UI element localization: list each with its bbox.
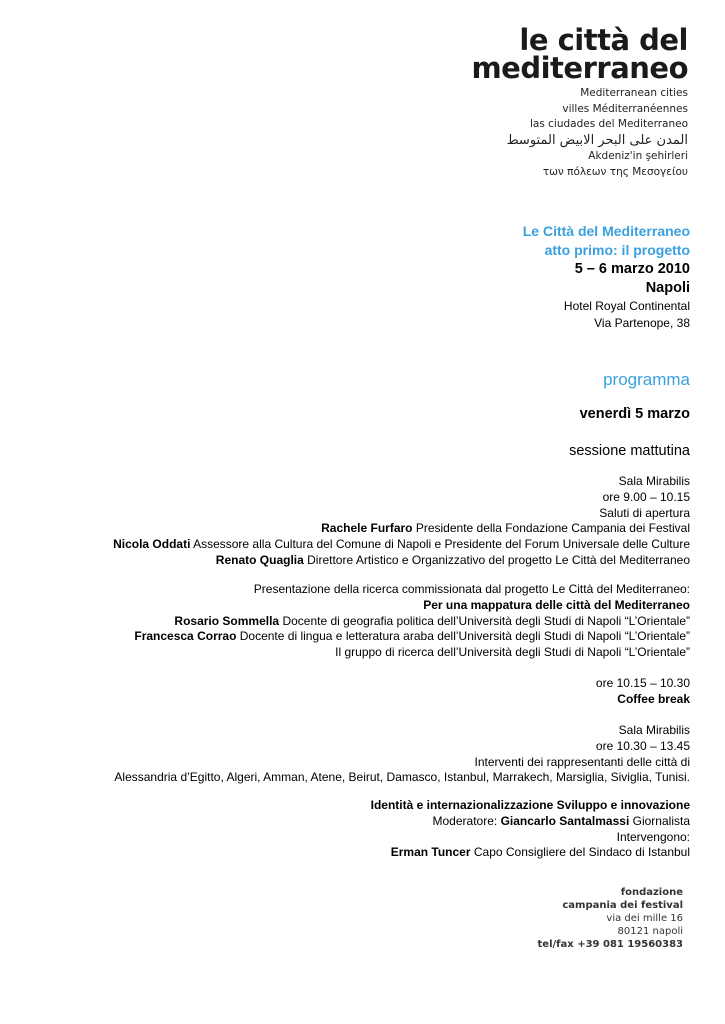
logo [471,23,688,180]
speaker-line [134,629,690,645]
logo-title-line2: mediterraneo [471,51,688,85]
logo-subtitle-ar [471,133,688,150]
speaker-name: Francesca Corrao [134,629,237,644]
event-city: Napoli [645,280,690,296]
event-subtitle: atto primo: il progetto [544,242,690,258]
moderator-role: Giornalista [629,813,690,828]
logo-subtitle-tr: Akdeniz'in şehirleri [588,150,688,162]
schedule-block-research [134,582,690,661]
speaker-role: Docente di lingua e letteratura araba dell’Università degli Studi di Napoli “L’Orientale” [236,629,690,644]
logo-subtitle-gr: των πόλεων της Μεσογείου [542,165,688,178]
room-label: Sala Mirabilis [618,474,690,488]
footer-city: 80121 napoli [617,926,683,937]
speaker-role: Capo Consigliere del Sindaco di Istanbul [470,845,690,860]
session-heading: sessione mattutina [569,443,690,459]
speaker-role: Presidente della Fondazione Campania dei Festival [412,521,690,536]
event-hotel: Hotel Royal Continental [563,299,690,313]
event-dates: 5 – 6 marzo 2010 [574,261,690,277]
moderator-label: Moderatore: [432,813,501,828]
speaker-role: Docente di geografia politica dell’Università degli Studi di Napoli “L’Orientale” [279,613,690,628]
event-address: Via Partenope, 38 [594,316,690,330]
speakers-label: Intervengono: [616,829,690,844]
logo-title-line1: le città del [519,23,688,57]
time-label: ore 10.15 – 10.30 [595,676,690,690]
schedule-block-panel [371,798,690,861]
research-group: Il gruppo di ricerca dell’Università degli Studi di Napoli “L’Orientale” [335,645,690,660]
speaker-line [113,553,690,569]
logo-subtitle-ar-text: المدن على البحر الابيض المتوسط [506,132,688,148]
speaker-line [113,521,690,537]
moderator-name: Giancarlo Santalmassi [500,813,630,828]
room-label: Sala Mirabilis [618,723,690,737]
speaker-name: Erman Tuncer [390,845,471,860]
speaker-name: Rachele Furfaro [321,521,413,536]
event-title: Le Città del Mediterraneo [522,223,690,239]
speaker-role: Direttore Artistico e Organizzativo del progetto Le Città del Mediterraneo [303,552,690,567]
time-label: ore 10.30 – 13.45 [595,738,690,753]
block-title: Saluti di apertura [599,505,690,520]
break-label: Coffee break [617,691,690,706]
time-label: ore 9.00 – 10.15 [602,489,690,504]
day-heading: venerdì 5 marzo [579,406,690,422]
panel-title: Identità e internazionalizzazione Sviluppo e innovazione [370,798,690,812]
footer-street: via dei mille 16 [606,913,683,924]
speaker-line [134,614,690,630]
speaker-line [371,845,690,861]
speaker-name: Nicola Oddati [113,537,191,552]
research-intro: Presentazione della ricerca commissionata dal progetto Le Città del Mediterraneo: [253,582,690,596]
logo-subtitle-es: las ciudades del Mediterraneo [529,118,688,130]
event-header [523,222,690,332]
footer-org: fondazione [620,887,683,898]
logo-subtitle-en: Mediterranean cities [580,87,688,99]
research-title: Per una mappatura delle città del Mediterraneo [423,597,690,612]
cities-list: Alessandria d’Egitto, Algeri, Amman, Atene, Beirut, Damasco, Istanbul, Marrakech, Marsiglia, Siviglia, Tunisi. [114,770,690,785]
speaker-role: Assessore alla Cultura del Comune di Napoli e Presidente del Forum Universale delle Culture [190,537,690,552]
schedule-block-break [596,676,690,708]
cities-intro: Interventi dei rappresentanti delle città di [474,754,690,769]
programma-heading: programma [603,370,690,389]
logo-subtitle-fr: villes Méditerranéennes [562,102,688,115]
speaker-line [113,537,690,553]
speaker-name: Renato Quaglia [215,552,304,567]
footer-phone: tel/fax +39 081 19560383 [537,939,683,950]
schedule-block-cities [114,723,690,786]
footer-org-sub: campania dei festival [562,900,683,911]
footer-address [538,886,683,951]
moderator-line [371,814,690,830]
speaker-name: Rosario Sommella [174,613,280,628]
schedule-block-opening [113,474,690,569]
